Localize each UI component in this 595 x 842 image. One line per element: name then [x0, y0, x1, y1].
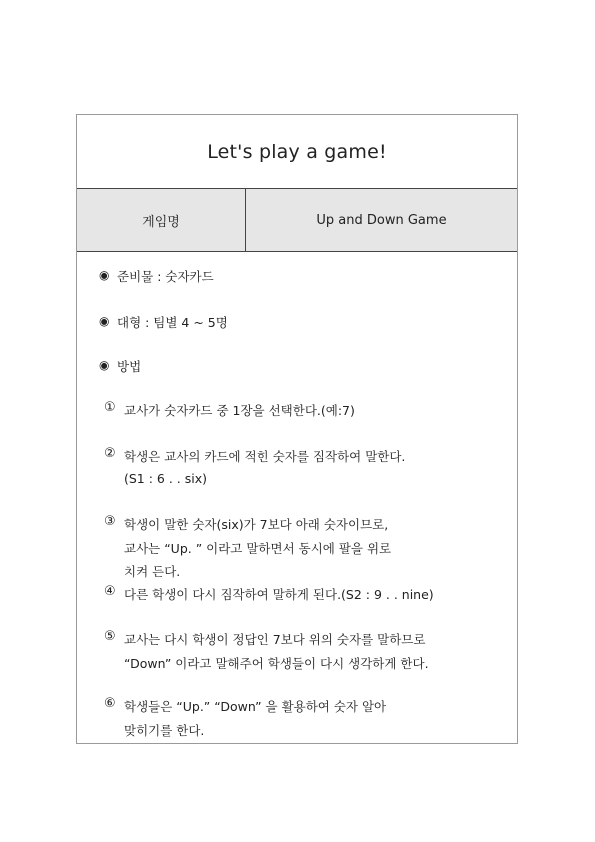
step-number: ① — [104, 400, 116, 415]
title-row — [77, 115, 517, 189]
step-line: (S1 : 6 . . six) — [124, 471, 208, 486]
step-line: 학생이 말한 숫자(six)가 7보다 아래 숫자이므로, — [124, 517, 389, 532]
step-number: ④ — [104, 584, 116, 599]
step-number: ③ — [104, 514, 116, 529]
step-line: 학생들은 “Up.” “Down” 을 활용하여 숫자 알아 — [124, 699, 387, 714]
bullet-icon: ◉ — [99, 358, 110, 372]
step-line: “Down” 이라고 말해주어 학생들이 다시 생각하게 한다. — [124, 656, 429, 671]
materials-text: 준비물 : 숫자카드 — [117, 269, 214, 284]
step-line: 치켜 든다. — [124, 564, 181, 579]
bullet-icon: ◉ — [99, 314, 110, 328]
game-name-value: Up and Down Game — [316, 212, 447, 228]
step-line: 교사가 숫자카드 중 1장을 선택한다.(예:7) — [124, 403, 355, 418]
step-line: 교사는 다시 학생이 정답인 7보다 위의 숫자를 말하므로 — [124, 632, 426, 647]
page-title: Let's play a game! — [207, 140, 387, 163]
bullet-icon: ◉ — [99, 268, 110, 282]
step-number: ② — [104, 446, 116, 461]
game-name-row — [77, 189, 517, 252]
formation-text: 대형 : 팀별 4 ~ 5명 — [117, 315, 228, 330]
step-number: ⑤ — [104, 629, 116, 644]
game-plan-box — [76, 114, 518, 744]
method-text: 방법 — [117, 359, 142, 374]
step-line: 다른 학생이 다시 짐작하여 말하게 된다.(S2 : 9 . . nine) — [124, 587, 434, 602]
step-line: 교사는 “Up. ” 이라고 말하면서 동시에 팔을 위로 — [124, 541, 392, 556]
step-number: ⑥ — [104, 696, 116, 711]
step-line: 맞히기를 한다. — [124, 723, 205, 738]
game-name-label: 게임명 — [77, 189, 246, 251]
step-line: 학생은 교사의 카드에 적힌 숫자를 짐작하여 말한다. — [124, 449, 406, 464]
